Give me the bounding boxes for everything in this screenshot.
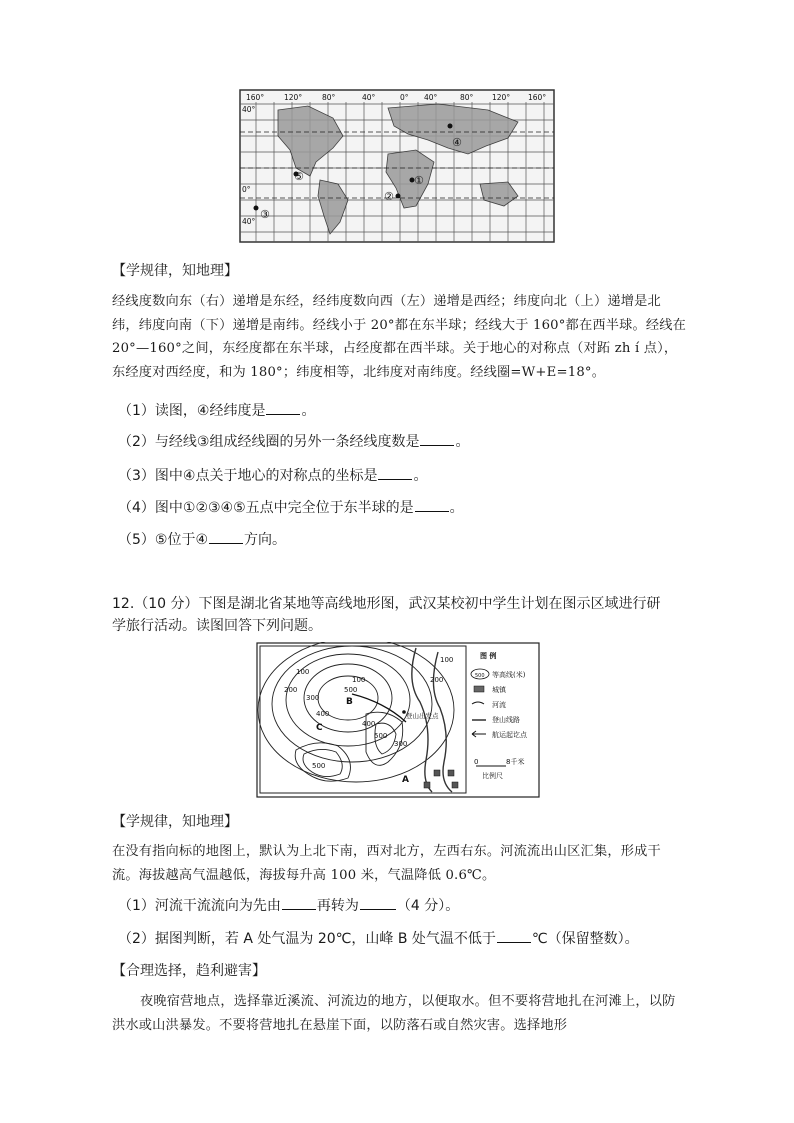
section2-paragraph: 在没有指向标的地图上，默认为上北下南，西对北方，左西右东。河流流出山区汇集，形成干流。海拔越高气温越低，海拔每升高 100 米，气温降低 0.6℃。 <box>112 844 661 883</box>
contour-label: 300 <box>306 694 320 702</box>
lat-label: 0° <box>242 185 251 194</box>
section3-paragraph: 夜晚宿营地点，选择靠近溪流、河流边的地方，以便取水。但不要将营地扎在河滩上，以防洪水或山洪暴发。不要将营地扎在悬崖下面，以防落石或自然灾害。选择地形 <box>112 994 676 1033</box>
contour-label: 200 <box>430 676 444 684</box>
contour-label: 100 <box>296 668 310 676</box>
legend-item: 等高线(米) <box>492 671 526 679</box>
question-4: （4）图中①②③④⑤五点中完全位于东半球的是 。 <box>118 497 464 518</box>
question-2: （2）与经线③组成经线圈的另外一条经线度数是 。 <box>118 431 469 452</box>
scale-end: 8千米 <box>506 758 525 766</box>
lon-label: 120° <box>492 93 511 102</box>
answer-blank <box>360 895 396 910</box>
answer-blank <box>209 529 243 544</box>
contour-label: 500 <box>344 686 358 694</box>
contour-label: 400 <box>316 710 330 718</box>
lat-label: 40° <box>242 217 256 226</box>
lat-label: 40° <box>242 105 256 114</box>
section1-paragraph: 经线度数向东（右）递增是东经，经纬度数向西（左）递增是西经；纬度向北（上）递增是北纬，纬度向南（下）递增是南纬。经线小于 20°都在东半球；经线大于 160°都在西半球。经线在 20°—160°之间，东经度都在东半球，占经度都在西半球。关于地心的对称点（对跖 zh í 点），东经度对西经度，和为 180°；纬度相等，北纬度对南纬度。经线圈=W+E=18°。 <box>112 294 687 380</box>
world-map-figure <box>238 88 556 244</box>
question12-line2: 学旅行活动。读图回答下列问题。 <box>112 618 322 634</box>
lon-label: 120° <box>284 93 303 102</box>
point-2: ② <box>384 190 394 203</box>
answer-blank <box>266 400 300 415</box>
scale-label: 比例尺 <box>482 772 503 780</box>
lon-label: 160° <box>246 93 265 102</box>
contour-label: 300 <box>394 740 408 748</box>
contour-label: 500 <box>312 762 326 770</box>
answer-blank <box>378 465 412 480</box>
section2-question-2: （2）据图判断，若 A 处气温为 20℃，山峰 B 处气温不低于 ℃（保留整数）。 <box>118 928 639 949</box>
lon-label: 0° <box>400 93 409 102</box>
point-c-label: C <box>316 723 323 733</box>
legend-item: 航运起讫点 <box>492 731 527 739</box>
section2-question-1: （1）河流干流流向为先由 再转为 （4 分）。 <box>118 895 459 916</box>
start-point-label: 登山出发点 <box>406 712 439 720</box>
contour-label: 100 <box>440 656 454 664</box>
point-5: ⑤ <box>294 170 304 183</box>
legend-item: 城镇 <box>492 686 506 694</box>
legend-item: 登山线路 <box>492 716 520 724</box>
point-b-label: B <box>346 697 353 707</box>
question-1: （1）读图，④经纬度是 。 <box>118 400 315 421</box>
contour-map <box>256 642 540 798</box>
contour-label: 200 <box>284 686 298 694</box>
world-map <box>238 88 556 244</box>
section3-heading: 【合理选择，趋利避害】 <box>112 963 266 979</box>
contour-label: 500 <box>374 732 388 740</box>
lon-label: 40° <box>424 93 438 102</box>
answer-blank <box>420 431 454 446</box>
legend-item: 河流 <box>492 701 506 709</box>
lon-label: 160° <box>528 93 547 102</box>
point-3: ③ <box>260 208 270 221</box>
section1-heading: 【学规律，知地理】 <box>112 263 238 279</box>
scale-start: 0 <box>474 758 479 766</box>
lon-label: 80° <box>460 93 474 102</box>
answer-blank <box>497 928 531 943</box>
contour-label: 400 <box>362 720 376 728</box>
point-a-label: A <box>402 775 409 785</box>
legend-contour-value: 500 <box>475 673 485 679</box>
contour-map-figure <box>256 642 540 798</box>
section2-heading: 【学规律，知地理】 <box>112 814 238 830</box>
question-3: （3）图中④点关于地心的对称点的坐标是 。 <box>118 465 427 486</box>
answer-blank <box>282 895 316 910</box>
lon-label: 80° <box>322 93 336 102</box>
contour-label: 100 <box>352 676 366 684</box>
question-5: （5）⑤位于④ 方向。 <box>118 529 286 550</box>
point-1: ① <box>414 174 424 187</box>
legend-title: 图 例 <box>480 652 497 660</box>
answer-blank <box>415 497 449 512</box>
question12-line1: 12.（10 分）下图是湖北省某地等高线地形图，武汉某校初中学生计划在图示区域进行研 <box>112 596 661 612</box>
point-4: ④ <box>452 136 462 149</box>
lon-label: 40° <box>362 93 376 102</box>
